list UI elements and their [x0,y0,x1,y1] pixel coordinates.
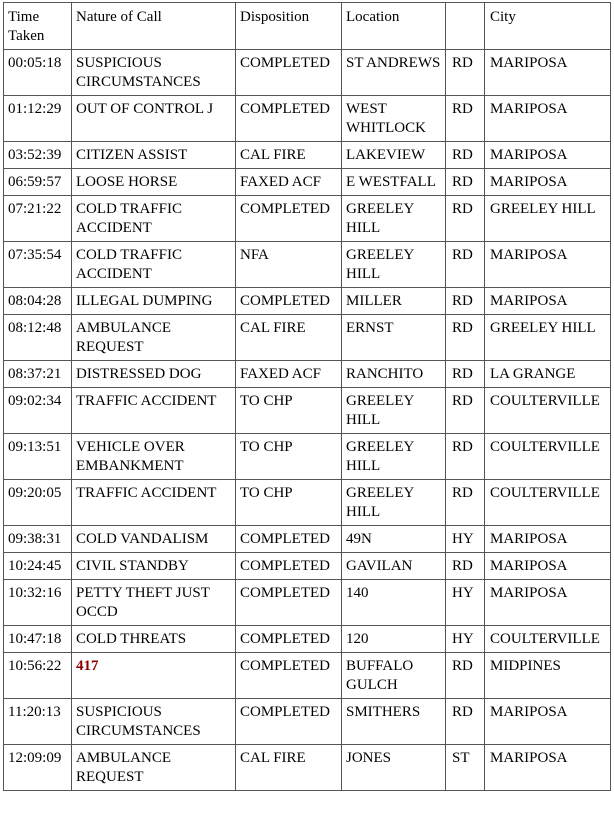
cell-street-suffix: RD [446,480,485,526]
table-row [4,96,611,142]
header-city: City [485,3,611,50]
cell-city: MARIPOSA [485,242,611,288]
cell-disposition: COMPLETED [236,196,342,242]
table-row [4,526,611,553]
cell-disposition: COMPLETED [236,96,342,142]
cell-street-suffix: RD [446,315,485,361]
cell-disposition: CAL FIRE [236,142,342,169]
cell-street-suffix: RD [446,388,485,434]
cell-nature-of-call: OUT OF CONTROL J [72,96,236,142]
cell-location: ERNST [342,315,446,361]
cell-disposition: COMPLETED [236,50,342,96]
cell-nature-of-call: VEHICLE OVER EMBANKMENT [72,434,236,480]
table-row [4,142,611,169]
cell-city: MARIPOSA [485,745,611,791]
cell-time-taken: 08:12:48 [4,315,72,361]
cell-time-taken: 09:38:31 [4,526,72,553]
table-row [4,626,611,653]
cell-city: MARIPOSA [485,288,611,315]
table-body [4,50,611,791]
cell-city: COULTERVILLE [485,480,611,526]
cell-disposition: COMPLETED [236,580,342,626]
cell-nature-of-call: LOOSE HORSE [72,169,236,196]
cell-disposition: COMPLETED [236,699,342,745]
table-row [4,288,611,315]
cell-city: MARIPOSA [485,580,611,626]
cell-city: MARIPOSA [485,699,611,745]
table-header [4,3,611,50]
cell-street-suffix: RD [446,169,485,196]
cell-nature-of-call: PETTY THEFT JUST OCCD [72,580,236,626]
cell-street-suffix: RD [446,553,485,580]
cell-disposition: COMPLETED [236,553,342,580]
cell-location: MILLER [342,288,446,315]
cell-nature-of-call: SUSPICIOUS CIRCUMSTANCES [72,50,236,96]
header-disposition: Disposition [236,3,342,50]
cell-city: COULTERVILLE [485,434,611,480]
cell-nature-of-call: DISTRESSED DOG [72,361,236,388]
cell-city: GREELEY HILL [485,315,611,361]
cell-city: MARIPOSA [485,169,611,196]
cell-street-suffix: RD [446,653,485,699]
table-row [4,169,611,196]
cell-street-suffix: RD [446,434,485,480]
cell-location: SMITHERS [342,699,446,745]
cell-street-suffix: RD [446,699,485,745]
table-row [4,50,611,96]
header-time-taken: Time Taken [4,3,72,50]
cell-disposition: COMPLETED [236,288,342,315]
cell-nature-of-call: ILLEGAL DUMPING [72,288,236,315]
cell-nature-of-call: TRAFFIC ACCIDENT [72,480,236,526]
cell-location: ST ANDREWS [342,50,446,96]
cell-street-suffix: RD [446,50,485,96]
cell-nature-of-call: COLD THREATS [72,626,236,653]
cell-disposition: CAL FIRE [236,745,342,791]
table-row [4,699,611,745]
cell-street-suffix: RD [446,242,485,288]
cell-street-suffix: ST [446,745,485,791]
cell-time-taken: 11:20:13 [4,699,72,745]
cell-time-taken: 00:05:18 [4,50,72,96]
cell-street-suffix: RD [446,361,485,388]
cell-location: JONES [342,745,446,791]
cell-nature-of-call: COLD TRAFFIC ACCIDENT [72,242,236,288]
cell-street-suffix: RD [446,96,485,142]
cell-location: GREELEY HILL [342,196,446,242]
cell-nature-of-call: AMBULANCE REQUEST [72,315,236,361]
nature-code-highlight: 417 [76,658,99,674]
cell-nature-of-call: COLD TRAFFIC ACCIDENT [72,196,236,242]
cell-street-suffix: HY [446,626,485,653]
cell-city: COULTERVILLE [485,626,611,653]
cell-location: E WESTFALL [342,169,446,196]
table-row [4,580,611,626]
cell-time-taken: 06:59:57 [4,169,72,196]
cell-street-suffix: HY [446,580,485,626]
cell-disposition: COMPLETED [236,653,342,699]
cell-time-taken: 12:09:09 [4,745,72,791]
cell-time-taken: 01:12:29 [4,96,72,142]
cell-nature-of-call: CIVIL STANDBY [72,553,236,580]
cell-time-taken: 03:52:39 [4,142,72,169]
cell-location: BUFFALO GULCH [342,653,446,699]
cell-time-taken: 07:21:22 [4,196,72,242]
cell-nature-of-call: SUSPICIOUS CIRCUMSTANCES [72,699,236,745]
cell-city: MARIPOSA [485,553,611,580]
cell-street-suffix: RD [446,142,485,169]
cell-disposition: TO CHP [236,480,342,526]
table-row [4,653,611,699]
cell-city: MARIPOSA [485,50,611,96]
cell-location: GREELEY HILL [342,480,446,526]
header-location: Location [342,3,446,50]
cell-nature-of-call: TRAFFIC ACCIDENT [72,388,236,434]
cell-city: COULTERVILLE [485,388,611,434]
cell-time-taken: 09:20:05 [4,480,72,526]
cell-nature-of-call [72,653,236,699]
cell-city: MARIPOSA [485,96,611,142]
cell-time-taken: 10:24:45 [4,553,72,580]
table-row [4,434,611,480]
cell-location: GREELEY HILL [342,242,446,288]
cell-location: 49N [342,526,446,553]
cell-location: LAKEVIEW [342,142,446,169]
cell-time-taken: 08:37:21 [4,361,72,388]
table-row [4,553,611,580]
cell-location: GREELEY HILL [342,388,446,434]
cell-time-taken: 10:32:16 [4,580,72,626]
table-row [4,196,611,242]
cell-time-taken: 10:47:18 [4,626,72,653]
cell-location: GAVILAN [342,553,446,580]
cell-nature-of-call: CITIZEN ASSIST [72,142,236,169]
cell-location: RANCHITO [342,361,446,388]
cell-time-taken: 09:13:51 [4,434,72,480]
cell-disposition: CAL FIRE [236,315,342,361]
cell-disposition: COMPLETED [236,626,342,653]
cell-disposition: FAXED ACF [236,361,342,388]
cell-street-suffix: HY [446,526,485,553]
cell-disposition: TO CHP [236,388,342,434]
call-log-table [3,2,611,791]
cell-city: MIDPINES [485,653,611,699]
cell-disposition: COMPLETED [236,526,342,553]
table-row [4,745,611,791]
cell-disposition: TO CHP [236,434,342,480]
cell-street-suffix: RD [446,288,485,315]
cell-time-taken: 09:02:34 [4,388,72,434]
cell-location: 140 [342,580,446,626]
header-nature-of-call: Nature of Call [72,3,236,50]
table-row [4,361,611,388]
cell-city: MARIPOSA [485,142,611,169]
cell-nature-of-call: AMBULANCE REQUEST [72,745,236,791]
cell-time-taken: 07:35:54 [4,242,72,288]
cell-time-taken: 08:04:28 [4,288,72,315]
cell-disposition: FAXED ACF [236,169,342,196]
cell-nature-of-call: COLD VANDALISM [72,526,236,553]
table-row [4,480,611,526]
cell-city: MARIPOSA [485,526,611,553]
table-row [4,388,611,434]
table-row [4,315,611,361]
cell-street-suffix: RD [446,196,485,242]
cell-location: GREELEY HILL [342,434,446,480]
cell-location: 120 [342,626,446,653]
header-street-suffix [446,3,485,50]
cell-city: LA GRANGE [485,361,611,388]
cell-location: WEST WHITLOCK [342,96,446,142]
cell-city: GREELEY HILL [485,196,611,242]
cell-disposition: NFA [236,242,342,288]
header-row [4,3,611,50]
table-row [4,242,611,288]
cell-time-taken: 10:56:22 [4,653,72,699]
